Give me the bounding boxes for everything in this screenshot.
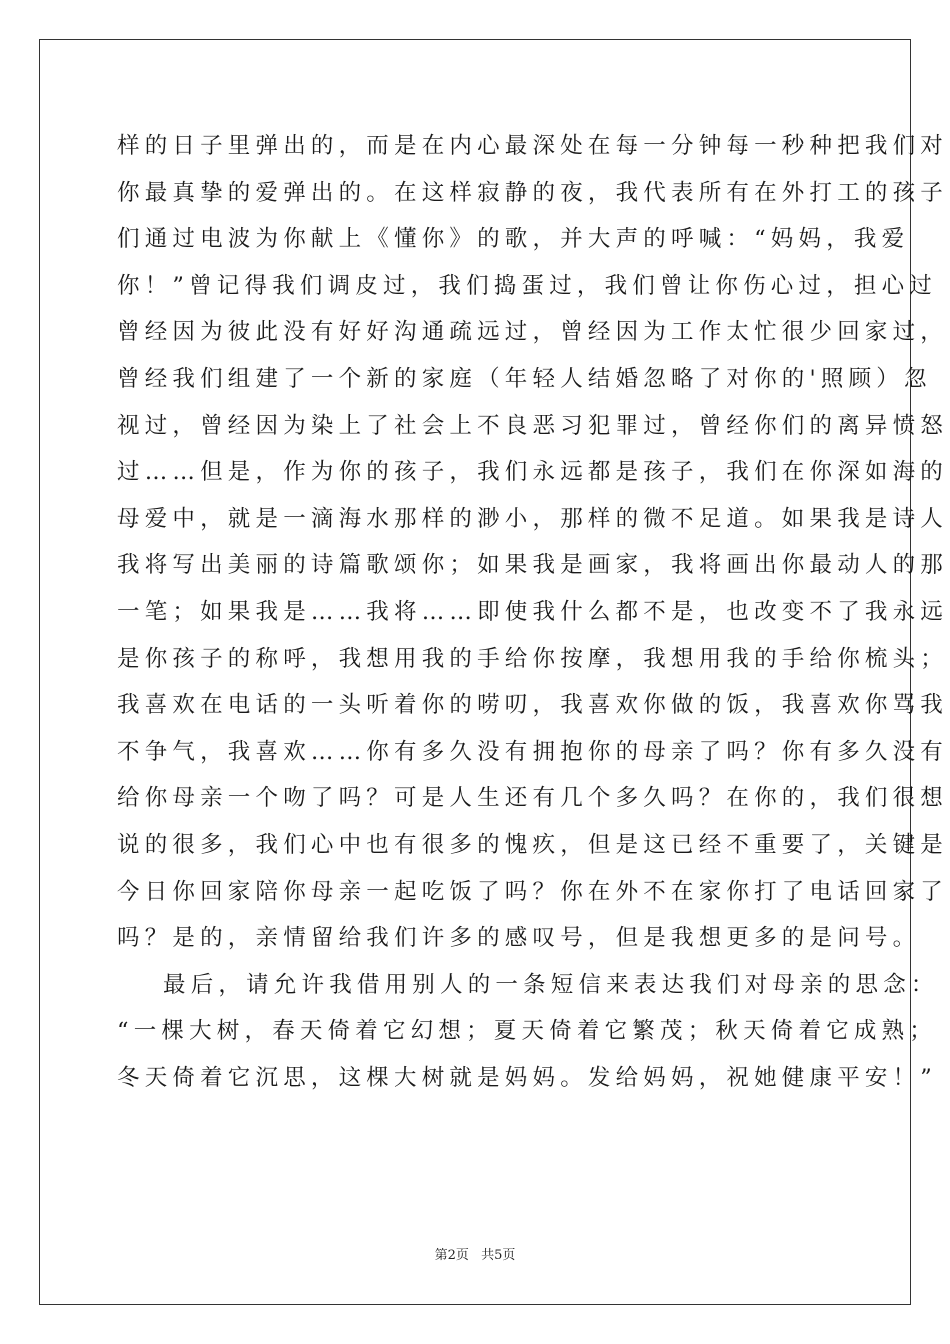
body-line: 是你孩子的称呼，我想用我的手给你按摩，我想用我的手给你梳头； <box>117 645 949 672</box>
page-number-current: 第2页 <box>434 1248 469 1263</box>
body-line: 我将写出美丽的诗篇歌颂你；如果我是画家，我将画出你最动人的那 <box>117 552 949 579</box>
body-line: 曾经因为彼此没有好好沟通疏远过，曾经因为工作太忙很少回家过， <box>117 319 949 346</box>
body-line: 说的很多，我们心中也有很多的愧疚，但是这已经不重要了，关键是 <box>117 831 949 858</box>
body-line: “一棵大树，春天倚着它幻想；夏天倚着它繁茂；秋天倚着它成熟； <box>117 1018 938 1045</box>
body-line: 不争气，我喜欢……你有多久没有拥抱你的母亲了吗？你有多久没有 <box>117 738 949 765</box>
body-line: 我喜欢在电话的一头听着你的唠叨，我喜欢你做的饭，我喜欢你骂我 <box>117 692 949 719</box>
body-line: 给你母亲一个吻了吗？可是人生还有几个多久吗？在你的，我们很想 <box>117 785 949 812</box>
body-line: 曾经我们组建了一个新的家庭（年轻人结婚忽略了对你的'照顾）忽 <box>117 365 932 392</box>
document-body <box>117 123 949 1101</box>
body-line: 样的日子里弹出的，而是在内心最深处在每一分钟每一秒种把我们对 <box>117 133 949 159</box>
body-line: 们通过电波为你献上《懂你》的歌，并大声的呼喊：“妈妈，我爱 <box>117 226 910 253</box>
page-number-total: 共5页 <box>481 1248 516 1263</box>
body-line: 视过，曾经因为染上了社会上不良恶习犯罪过，曾经你们的离异愤怒 <box>117 412 949 439</box>
body-line: 冬天倚着它沉思，这棵大树就是妈妈。发给妈妈，祝她健康平安！” <box>117 1064 938 1091</box>
body-line: 吗？是的，亲情留给我们许多的感叹号，但是我想更多的是问号。 <box>117 925 921 952</box>
body-line: 今日你回家陪你母亲一起吃饭了吗？你在外不在家你打了电话回家了 <box>117 878 949 905</box>
paragraph-start-line: 最后，请允许我借用别人的一条短信来表达我们对母亲的思念： <box>163 971 939 998</box>
body-line: 一笔；如果我是……我将……即使我什么都不是，也改变不了我永远 <box>117 598 949 625</box>
body-line: 母爱中，就是一滴海水那样的渺小，那样的微不足道。如果我是诗人 <box>117 505 949 532</box>
page-footer <box>0 1247 950 1265</box>
body-line: 你最真挚的爱弹出的。在这样寂静的夜，我代表所有在外打工的孩子 <box>117 179 949 206</box>
body-line: 过……但是，作为你的孩子，我们永远都是孩子，我们在你深如海的 <box>117 459 949 486</box>
body-line: 你！”曾记得我们调皮过，我们捣蛋过，我们曾让你伤心过，担心过 <box>117 272 938 299</box>
